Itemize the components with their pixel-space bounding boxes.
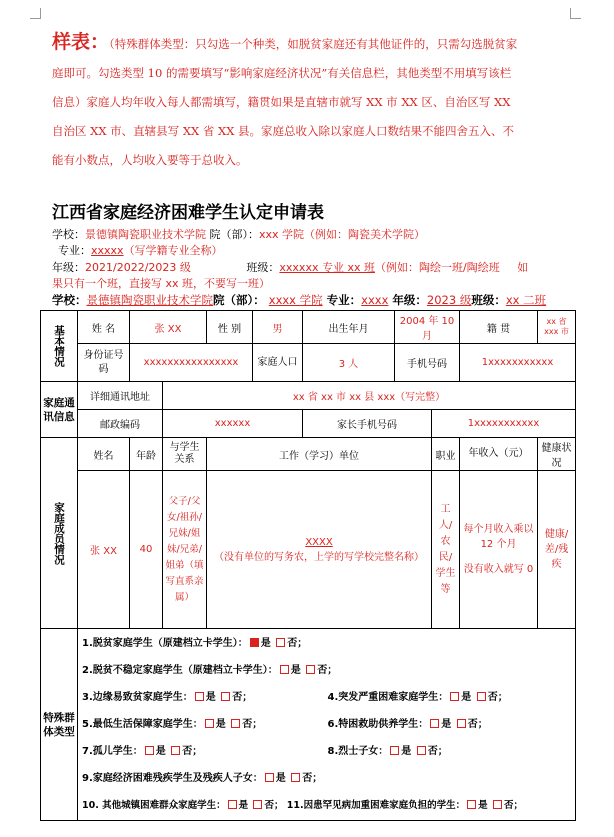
grade-value: 2021/2022/2023 级 [85,261,191,274]
item6-yes-checkbox[interactable] [430,719,439,728]
basic-section-label: 基本情况 [41,311,78,382]
parent-phone-label: 家长手机号码 [303,410,432,438]
item3-no-checkbox[interactable] [221,692,230,701]
members-header-work: 工作（学习）单位 [207,438,432,471]
notice-line-4: 自治区 XX 市、直辖县写 XX 省 XX 县。家庭总收入除以家庭人口数结果不能四舍五入、不 [52,124,515,138]
notice-line-1: （特殊群体类型：只勾选一个种类，如脱贫家庭还有其他证件的，只需勾选脱贫家 [109,37,518,51]
contact-row-2 [41,410,576,438]
contact-row-1 [41,382,576,410]
member-income-a: 每个月收入乘以 12 个月 [463,524,534,550]
members-section-label: 家庭成员情况 [41,438,78,629]
origin-label: 籍 贯 [460,311,538,344]
special-row-7-8 [82,738,573,765]
members-header-health: 健康状况 [538,438,576,471]
member-work-hint: （没有单位的写务农，上学的写学校完整名称） [214,551,425,563]
notice-label: 样表： [52,31,110,53]
summary-class-value: xx 二班 [505,293,547,307]
members-header-row [41,438,576,471]
member-age[interactable]: 40 [130,471,163,629]
item8-no-checkbox[interactable] [417,746,426,755]
college-value: xxx 学院（例如：陶瓷美术学院） [259,228,426,241]
school-label: 学校： [52,228,85,241]
class-hint-c: 果只有一个班，直接写 xx 班，不要写一班） [52,277,271,290]
notice-line-5: 能有小数点，人均收入要等于总收入。 [52,153,248,167]
item9-yes-checkbox[interactable] [265,773,274,782]
name-value[interactable]: 张 XX [130,311,207,344]
notice-line-2: 庭即可。勾选类型 10 的需要填写“影响家庭经济状况”有关信息栏，其他类型不用填写该栏 [52,66,512,80]
summary-major-label: 专业： [326,293,362,307]
special-item-1: 1.脱贫家庭学生（原建档立卡学生）： 是 否； [82,638,308,649]
item6-no-checkbox[interactable] [457,719,466,728]
parent-phone-value[interactable]: 1xxxxxxxxxxx [432,410,576,438]
page-corner-top-right [570,8,581,19]
info-grade-line [52,259,528,275]
item9-no-checkbox[interactable] [291,773,300,782]
phone-value[interactable]: 1xxxxxxxxxxx [460,344,576,382]
summary-school-label: 学校： [52,293,87,307]
item10-no-checkbox[interactable] [253,800,262,809]
address-value[interactable]: xx 省 xx 市 xx 县 xxx（写完整） [163,382,576,410]
members-row [41,471,576,629]
special-row [41,629,576,821]
member-work-value: XXXX [305,536,333,548]
document-title: 江西省家庭经济困难学生认定申请表 [52,203,324,223]
member-relation[interactable]: 父子/父女/祖孙/兄妹/姐妹/兄弟/姐弟（填写直系亲属） [163,471,207,629]
school-value: 景德镇陶瓷职业技术学院 [85,228,206,241]
item2-no-checkbox[interactable] [306,665,315,674]
family-size-value[interactable]: 3 人 [303,344,395,382]
special-item-6: 6.特困救助供养学生： 是 否； [327,719,488,730]
item10-yes-checkbox[interactable] [228,800,237,809]
summary-major-value: xxxx [361,293,389,307]
members-header-name: 姓名 [78,438,130,471]
postcode-value[interactable]: xxxxxx [163,410,303,438]
basic-row-2 [41,344,576,382]
item1-no-checkbox[interactable] [276,638,285,647]
origin-value[interactable]: xx 省 xxx 市 [538,311,576,344]
item11-yes-checkbox[interactable] [467,800,476,809]
item4-yes-checkbox[interactable] [450,692,459,701]
postcode-label: 邮政编码 [78,410,163,438]
class-hint-a: （例如：陶绘一班/陶绘班 [374,261,500,274]
grade-label: 年级： [52,261,85,274]
birth-label: 出生年月 [303,311,395,344]
id-value[interactable]: xxxxxxxxxxxxxxxx [130,344,253,382]
notice-line-3: 信息）家庭人均年收入每人都需填写，籍贯如果是直辖市就写 XX 市 XX 区、自治区写 XX [52,95,511,109]
special-options [78,629,576,821]
members-header-job: 职业 [432,438,460,471]
member-income-b: 没有收入就写 0 [463,564,534,575]
member-health[interactable]: 健康/差/残疾 [538,471,576,629]
family-size-label: 家庭人口 [253,344,303,382]
special-item-3: 3.边缘易致贫家庭学生： 是 否； [82,692,253,703]
info-school-line [52,226,425,242]
class-value: xxxxxx 专业 xx 班 [279,261,375,274]
item11-no-checkbox[interactable] [493,800,502,809]
special-item-7: 7.孤儿学生： 是 否； [82,746,203,757]
member-income-cell[interactable] [460,471,538,629]
id-label: 身份证号 码 [78,344,130,382]
summary-class-label: 班级： [471,293,506,307]
item7-yes-checkbox[interactable] [145,746,154,755]
application-form-table [40,310,576,821]
special-row-10-11 [82,792,573,819]
summary-grade-label: 年级： [392,293,427,307]
college-label: 院（部）： [209,228,259,241]
name-label: 姓 名 [78,311,130,344]
birth-value[interactable]: 2004 年 10 月 [395,311,460,344]
address-label: 详细通讯地址 [78,382,163,410]
major-hint: （写学籍专业全称） [123,244,223,257]
special-item-9: 9.家庭经济困难残疾学生及残疾人子女： 是 否； [82,773,323,784]
special-item-4: 4.突发严重困难家庭学生： 是 否； [327,692,508,703]
item7-no-checkbox[interactable] [171,746,180,755]
member-name[interactable]: 张 XX [78,471,130,629]
item1-yes-checkbox[interactable] [250,638,259,647]
members-header-income: 年收入（元） [460,438,538,471]
major-value: xxxxx [91,244,124,257]
item5-no-checkbox[interactable] [231,719,240,728]
class-label: 班级： [246,261,280,274]
item2-yes-checkbox[interactable] [280,665,289,674]
basic-row-1 [41,311,576,344]
item8-yes-checkbox[interactable] [390,746,399,755]
member-job[interactable]: 工人/农民/学生等 [432,471,460,629]
info-major-line [58,242,223,258]
summary-college-label: 院（部）： [213,293,265,307]
info-summary-line [52,292,546,308]
item4-no-checkbox[interactable] [477,692,486,701]
summary-college-value: xxxx 学院 [268,293,323,307]
special-item-8: 8.烈士子女： 是 否； [327,746,448,757]
gender-value[interactable]: 男 [253,311,303,344]
major-label: 专业： [58,244,91,257]
page-corner-top-left [30,8,41,19]
special-item-5: 5.最低生活保障家庭学生： 是 否； [82,719,263,730]
special-row-3-4 [82,684,573,711]
summary-grade-value: 2023 级 [426,293,472,307]
contact-section-label: 家庭通讯信息 [41,382,78,438]
member-work-cell[interactable] [207,471,432,629]
special-item-11: 11.因患罕见病加重困难家庭负担的学生： 是 否； [286,800,523,811]
special-section-label: 特殊群体类型 [41,629,78,821]
gender-label: 性 别 [207,311,253,344]
item3-yes-checkbox[interactable] [195,692,204,701]
summary-school-value: 景德镇陶瓷职业技术学院 [86,293,213,307]
phone-label: 手机号码 [395,344,460,382]
class-hint-b: 如 [517,261,529,274]
members-header-age: 年龄 [130,438,163,471]
special-row-5-6 [82,711,573,738]
special-item-10: 10. 其他城镇困难群众家庭学生： 是 否； [82,800,284,811]
special-item-2: 2.脱贫不稳定家庭学生（原建档立卡学生）： 是 否； [82,665,338,676]
members-header-relation: 与学生关系 [163,438,207,471]
notice-block [52,28,572,175]
item5-yes-checkbox[interactable] [205,719,214,728]
